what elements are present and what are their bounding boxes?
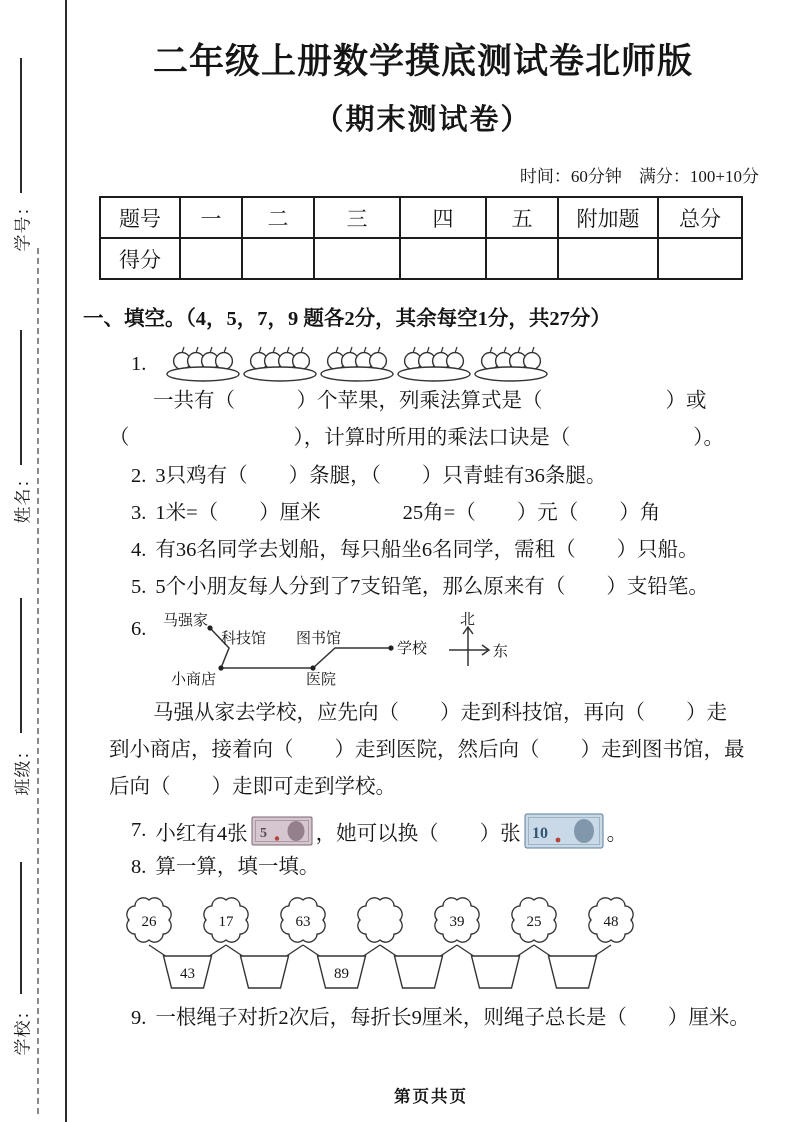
question-1-line1: 一共有（ ）个苹果，列乘法算式是（ ）或 [153,390,707,412]
sidebar-label-school: 学校： [13,1001,33,1056]
question-9 [131,1000,763,1037]
question-4 [131,532,763,569]
question-1-number: 1. [131,352,147,375]
question-9-text: 一根绳子对折2次后，每折长9厘米，则绳子总长是（ ）厘米。 [155,1006,750,1029]
question-6-line2: 到小商店，接着向（ ）走到医院，然后向（ ）走到图书馆，最 [109,739,745,762]
sidebar-label-name: 姓名： [13,469,33,524]
question-7-row [131,813,763,849]
score-header-cell: 一 [180,197,242,238]
score-table [99,196,743,280]
question-7-number: 7. [131,819,147,842]
question-1-line2: （ ），计算时所用的乘法口诀是（ ）。 [109,427,724,450]
score-header-cell: 总分 [658,197,742,238]
question-2-text: 3只鸡有（ ）条腿，（ ）只青蛙有36条腿。 [155,464,607,487]
paper-content [69,0,793,1122]
score-cell-empty [486,238,558,279]
score-cell-empty [558,238,658,279]
sidebar-blank-line [20,58,22,193]
question-6-number: 6. [131,617,147,640]
sidebar-label-class: 班级： [13,741,33,796]
banknote-5-yuan-icon [251,816,313,846]
question-4-number: 4. [131,539,147,562]
question-4-text: 有36名同学去划船，每只船坐6名同学，需租（ ）只船。 [155,539,699,562]
cloud-value: 25 [526,913,542,930]
sidebar-blank-line [20,862,22,994]
compass-east-label: 东 [493,643,509,660]
cloud-value: 26 [141,913,157,930]
banknote-5-value: 5 [259,825,267,841]
score-cell-empty [314,238,400,279]
compass-north-label: 北 [460,611,476,628]
page-subtitle: （期末测试卷） [314,104,532,136]
section-1-heading: 一、填空。（4，5，7，9 题各2分，其余每空1分，共27分） [83,308,611,330]
question-7-text-pre: 小红有4张 [155,822,248,845]
sidebar-label-student-number: 学号： [13,197,33,252]
footer-page-info: 第页共页 [394,1087,468,1106]
clouds-baskets-diagram [119,890,659,992]
map-label-home: 马强家 [163,612,209,629]
question-3-number: 3. [131,501,147,524]
question-2 [131,458,763,495]
score-header-cell: 题号 [100,197,180,238]
score-header-cell: 五 [486,197,558,238]
cloud-value: 48 [603,913,619,930]
map-label-hospital: 医院 [306,671,337,688]
basket-value: 43 [180,965,195,982]
score-table-score-row [100,238,742,279]
question-5-number: 5. [131,576,147,599]
cloud-value: 39 [449,913,465,930]
question-9-number: 9. [131,1006,147,1029]
question-6-line3: 后向（ ）走即可走到学校。 [109,776,396,799]
question-5 [131,569,763,606]
question-8 [131,849,763,886]
score-header-cell: 附加题 [558,197,658,238]
score-row-label: 得分 [100,238,180,279]
map-label-shop: 小商店 [171,671,217,688]
score-cell-empty [242,238,314,279]
apple-plates-illustration [163,339,558,383]
score-cell-empty [658,238,742,279]
question-8-text: 算一算，填一填。 [155,855,320,878]
sidebar-blank-line [20,598,22,733]
map-label-library: 图书馆 [296,630,342,647]
exam-meta: 时间：60分钟 满分：100+10分 [519,167,759,186]
map-label-science-hall: 科技馆 [221,630,267,647]
question-7-text-mid: ，她可以换（ ）张 [315,822,521,845]
score-header-cell: 二 [242,197,314,238]
score-cell-empty [400,238,486,279]
question-6-row [131,611,763,695]
cloud-value: 63 [295,913,311,930]
question-3-text: 1米=（ ）厘米 25角=（ ）元（ ）角 [155,501,661,524]
question-2-number: 2. [131,464,147,487]
score-table-header-row [100,197,742,238]
basket-shape [395,956,443,988]
question-8-number: 8. [131,855,147,878]
page-title: 二年级上册数学摸底测试卷北师版 [152,42,693,81]
question-5-text: 5个小朋友每人分到了7支铅笔，那么原来有（ ）支铅笔。 [155,576,709,599]
binding-margin [0,0,67,1122]
cloud-value: 17 [218,913,234,930]
score-header-cell: 四 [400,197,486,238]
question-6-line1: 马强从家去学校，应先向（ ）走到科技馆，再向（ ）走 [153,701,727,724]
banknote-10-value: 10 [531,824,548,842]
basket-shape [241,956,289,988]
question-7-text-post: 。 [606,822,628,845]
score-cell-empty [180,238,242,279]
fold-dashed-line [37,248,39,1114]
map-illustration [163,611,653,695]
question-3 [131,495,763,532]
score-header-cell: 三 [314,197,400,238]
compass-icon [449,611,508,666]
basket-shape [549,956,597,988]
banknote-10-yuan-icon [524,813,604,849]
map-label-school: 学校 [397,640,428,657]
sidebar-blank-line [20,330,22,465]
basket-value: 89 [334,965,349,982]
basket-shape [472,956,520,988]
question-1-row [131,339,763,383]
cloud-shape [358,898,402,942]
